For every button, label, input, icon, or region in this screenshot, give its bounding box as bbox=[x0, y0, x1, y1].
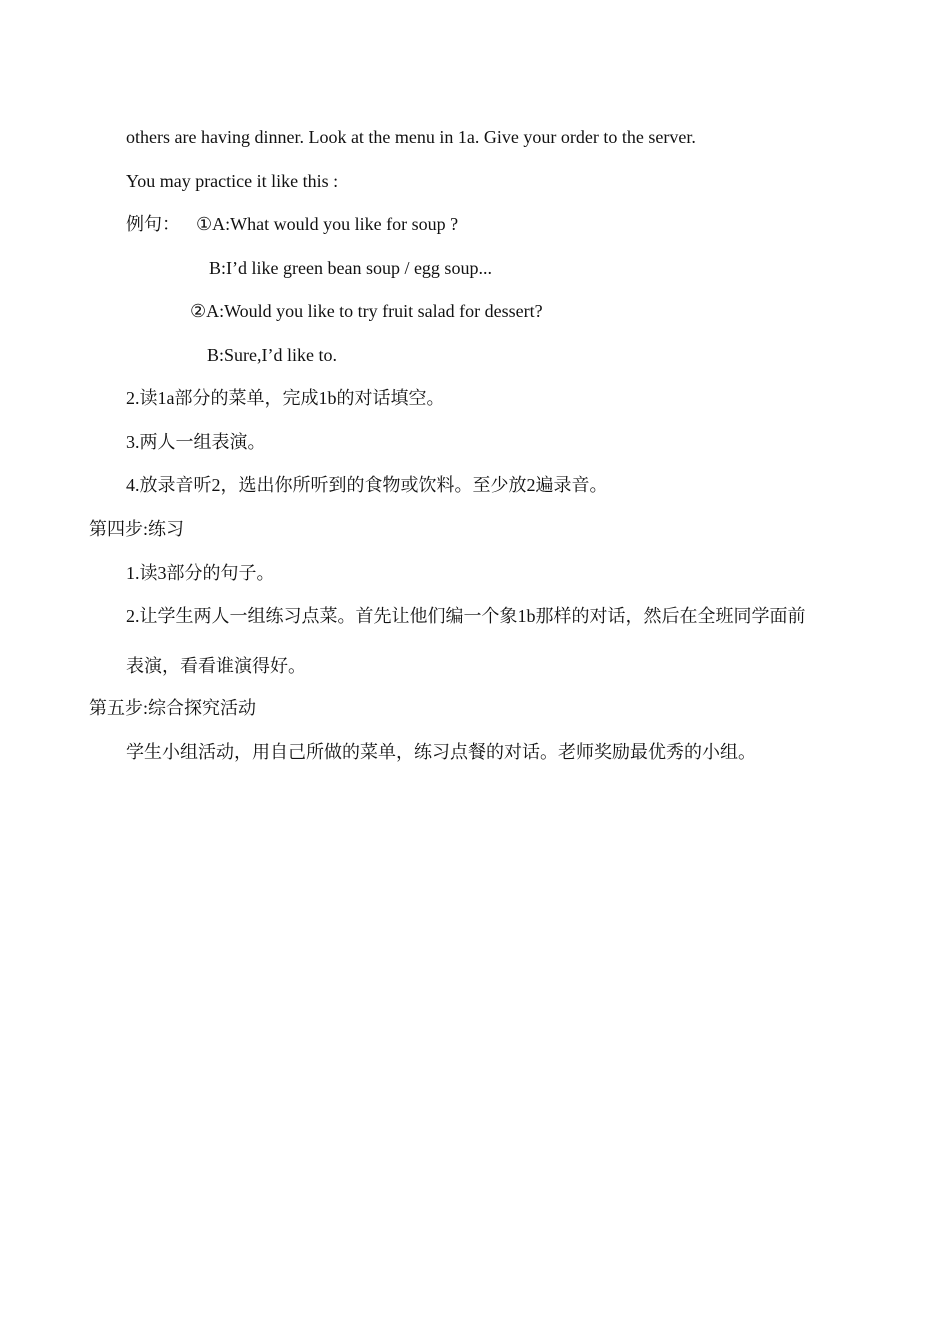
section-heading-step5: 第五步:综合探究活动 bbox=[89, 698, 257, 718]
step-item: 2.让学生两人一组练习点菜。首先让他们编一个象1b那样的对话，然后在全班同学面前 bbox=[126, 606, 806, 626]
example-label: 例句： bbox=[126, 214, 180, 234]
example-question-1: ①A:What would you like for soup ? bbox=[196, 214, 459, 234]
step-item-continuation: 表演，看看谁演得好。 bbox=[126, 656, 306, 676]
example-question-2: ②A:Would you like to try fruit salad for dessert? bbox=[190, 301, 543, 321]
step-item: 4.放录音听2，选出你所听到的食物或饮料。至少放2遍录音。 bbox=[126, 475, 608, 495]
step-item: 1.读3部分的句子。 bbox=[126, 563, 275, 583]
example-answer-1: B:I’d like green bean soup / egg soup... bbox=[209, 258, 492, 278]
example-line bbox=[126, 212, 458, 236]
activity-description: 学生小组活动，用自己所做的菜单，练习点餐的对话。老师奖励最优秀的小组。 bbox=[126, 742, 756, 762]
paragraph-line: others are having dinner. Look at the menu in 1a. Give your order to the server. bbox=[126, 127, 696, 147]
section-heading-step4: 第四步:练习 bbox=[89, 519, 185, 539]
paragraph-line: You may practice it like this : bbox=[126, 171, 339, 191]
step-item: 2.读1a部分的菜单，完成1b的对话填空。 bbox=[126, 388, 445, 408]
example-answer-2: B:Sure,I’d like to. bbox=[207, 345, 337, 365]
step-item: 3.两人一组表演。 bbox=[126, 432, 266, 452]
